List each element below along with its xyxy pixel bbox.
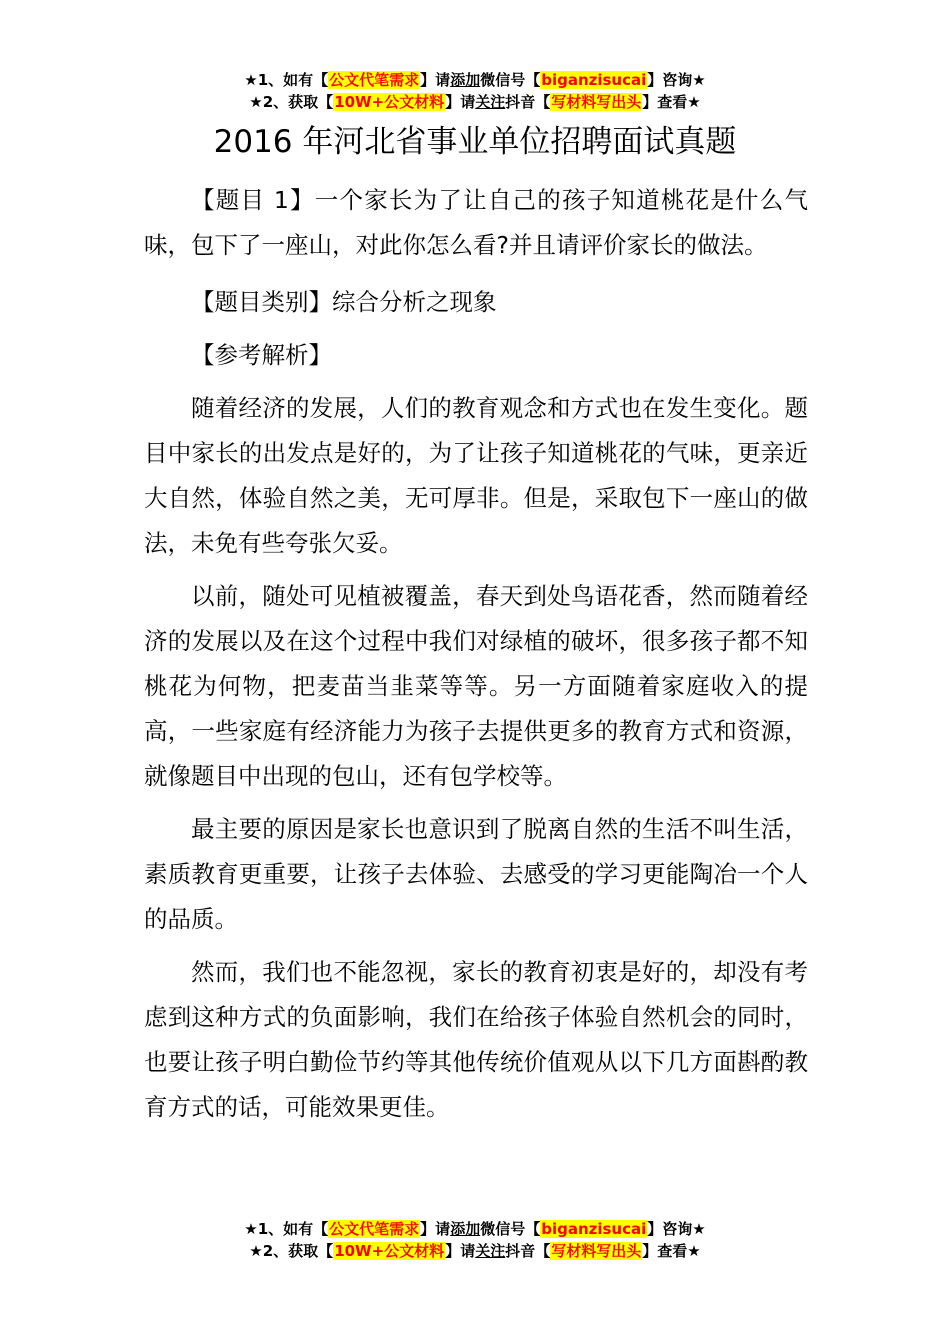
promo-text: 】请 [420,1220,451,1238]
question-paragraph: 【题目 1】一个家长为了让自己的孩子知道桃花是什么气味，包下了一座山，对此你怎么看?并且请评价家长的做法。 [144,186,808,259]
promo-line-2 [0,1240,950,1262]
promo-highlight: 10W+公文材料 [334,93,445,111]
promo-underlined-text: 关注 [475,1242,506,1260]
promo-wechat-id: biganzisucai [541,1220,647,1238]
promo-underlined-text: 添加 [450,1220,481,1238]
body-paragraph: 然而，我们也不能忽视，家长的教育初衷是好的，却没有考虑到这种方式的负面影响，我们在给孩子体验自然机会的同时，也要让孩子明白勤俭节约等其他传统价值观从以下几方面斟酌教育方式的话，可能效果更佳。 [144,958,808,1121]
promo-text: ★1、如有【 [244,1220,329,1238]
promo-text: 】请 [445,93,476,111]
promo-footer [0,1218,950,1262]
promo-text: 抖音【 [505,1242,551,1260]
promo-text: ★2、获取【 [249,93,334,111]
promo-header [0,69,950,113]
promo-underlined-text: 添加 [450,71,481,89]
promo-highlight: 公文代笔需求 [329,71,420,89]
promo-text: ★2、获取【 [249,1242,334,1260]
promo-text: 微信号【 [480,1220,541,1238]
promo-douyin-id: 写材料写出头 [551,1242,642,1260]
category-label: 【题目类别】综合分析之现象 [191,288,497,316]
document-body [144,178,808,1138]
promo-text: 抖音【 [505,93,551,111]
promo-text: 】咨询★ [647,1220,706,1238]
promo-line-1 [0,1218,950,1240]
promo-wechat-id: biganzisucai [541,71,647,89]
promo-line-2 [0,91,950,113]
body-paragraph: 最主要的原因是家长也意识到了脱离自然的生活不叫生活，素质教育更重要，让孩子去体验、去感受的学习更能陶冶一个人的品质。 [144,815,808,933]
body-paragraph: 以前，随处可见植被覆盖，春天到处鸟语花香，然而随着经济的发展以及在这个过程中我们对绿植的破坏，很多孩子都不知桃花为何物，把麦苗当韭菜等等。另一方面随着家庭收入的提高，一些家庭有经济能力为孩子去提供更多的教育方式和资源，就像题目中出现的包山，还有包学校等。 [144,582,808,790]
promo-text: 】咨询★ [647,71,706,89]
body-paragraph: 随着经济的发展，人们的教育观念和方式也在发生变化。题目中家长的出发点是好的，为了让孩子知道桃花的气味，更亲近大自然，体验自然之美，无可厚非。但是，采取包下一座山的做法，未免有些夸张欠妥。 [144,394,808,557]
promo-line-1 [0,69,950,91]
promo-text: 】请 [445,1242,476,1260]
promo-douyin-id: 写材料写出头 [551,93,642,111]
page-title: 2016 年河北省事业单位招聘面试真题 [213,124,737,160]
promo-text: 】查看★ [642,1242,701,1260]
promo-text: 微信号【 [480,71,541,89]
promo-text: ★1、如有【 [244,71,329,89]
promo-highlight: 公文代笔需求 [329,1220,420,1238]
promo-text: 】请 [420,71,451,89]
promo-highlight: 10W+公文材料 [334,1242,445,1260]
promo-text: 】查看★ [642,93,701,111]
analysis-label: 【参考解析】 [191,341,332,369]
promo-underlined-text: 关注 [475,93,506,111]
